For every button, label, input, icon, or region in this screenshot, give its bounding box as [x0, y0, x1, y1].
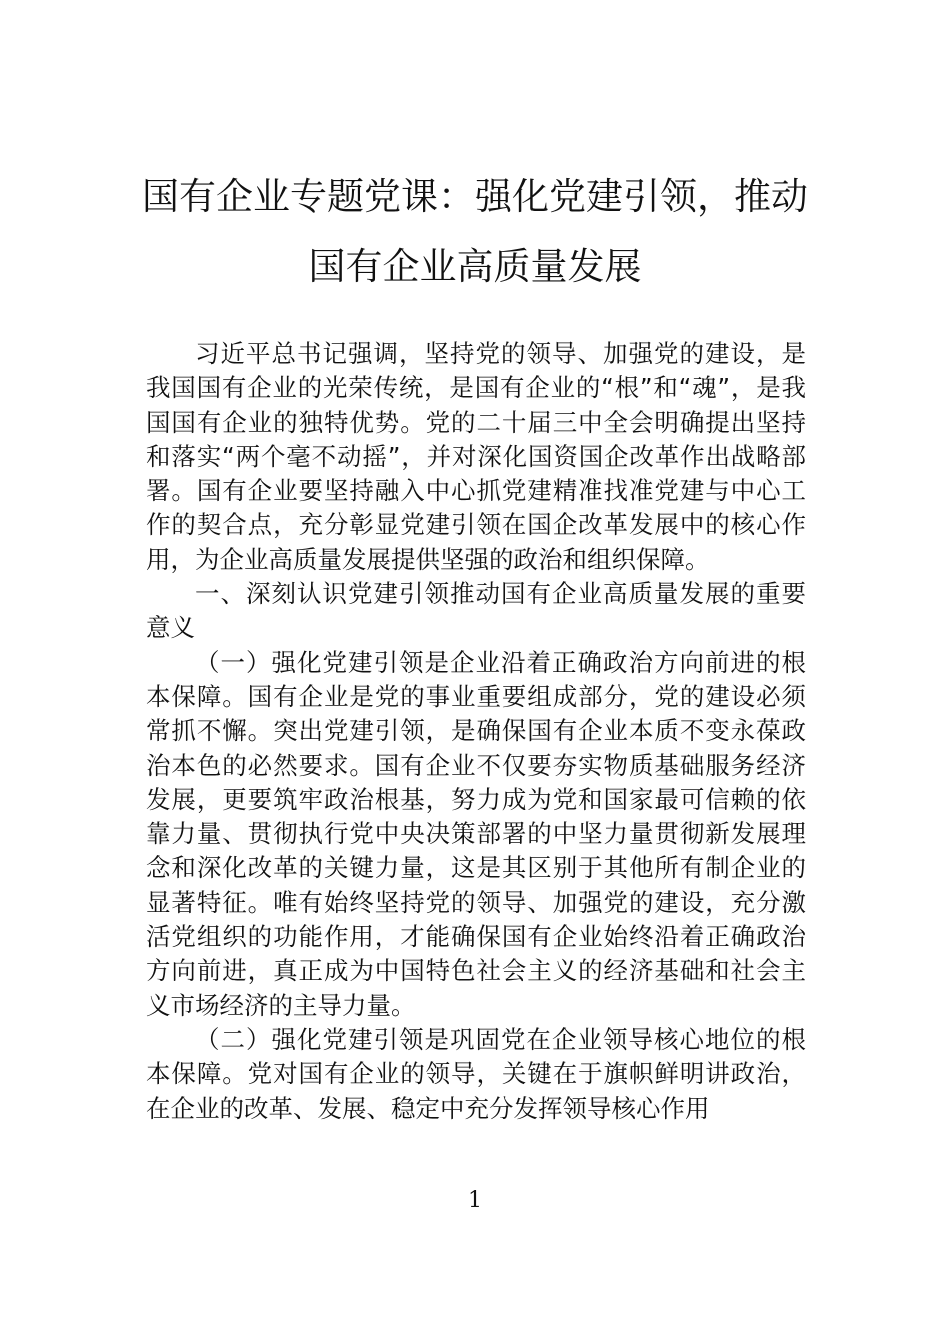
page-number: 1: [468, 1188, 482, 1213]
title-line-2: 国有企业高质量发展: [308, 245, 642, 288]
document-body: [146, 337, 806, 1126]
paragraph-subsection-2: （二）强化党建引领是巩固党在企业领导核心地位的根本保障。党对国有企业的领导，关键在于旗帜鲜明讲政治，在企业的改革、发展、稳定中充分发挥领导核心作用: [146, 1024, 806, 1123]
section-heading-1: 一、深刻认识党建引领推动国有企业高质量发展的重要意义: [146, 579, 806, 643]
paragraph-intro: 习近平总书记强调，坚持党的领导、加强党的建设，是我国国有企业的光荣传统，是国有企业的“根”和“魂”，是我国国有企业的独特优势。党的二十届三中全会明确提出坚持和落实“两个毫不动摇”，并对深化国资国企改革作出战略部署。国有企业要坚持融入中心抓党建精准找准党建与中心工作的契合点，充分彰显党建引领在国企改革发展中的核心作用，为企业高质量发展提供坚强的政治和组织保障。: [146, 339, 806, 574]
document-title: [120, 162, 830, 302]
title-line-1: 国有企业专题党课：强化党建引领，推动: [142, 175, 808, 218]
paragraph-subsection-1: （一）强化党建引领是企业沿着正确政治方向前进的根本保障。国有企业是党的事业重要组成部分，党的建设必须常抓不懈。突出党建引领，是确保国有企业本质不变永葆政治本色的必然要求。国有企业不仅要夯实物质基础服务经济发展，更要筑牢政治根基，努力成为党和国家最可信赖的依靠力量、贯彻执行党中央决策部署的中坚力量贯彻新发展理念和深化改革的关键力量，这是其区别于其他所有制企业的显著特征。唯有始终坚持党的领导、加强党的建设，充分激活党组织的功能作用，才能确保国有企业始终沿着正确政治方向前进，真正成为中国特色社会主义的经济基础和社会主义市场经济的主导力量。: [146, 647, 806, 1020]
